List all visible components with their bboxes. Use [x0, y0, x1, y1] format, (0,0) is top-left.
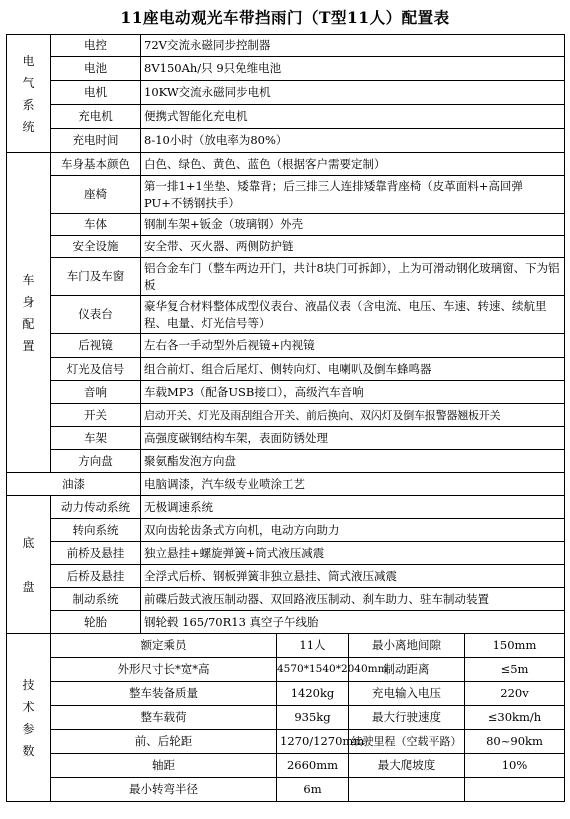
table-row [7, 105, 565, 129]
table-row [7, 730, 565, 754]
param-value [465, 778, 565, 802]
param-label: 整车装备质量 [51, 682, 277, 706]
row-value: 左右各一手动型外后视镜+内视镜 [141, 334, 565, 358]
table-row [7, 258, 565, 296]
param-label: 最小转弯半径 [51, 778, 277, 802]
table-row [7, 634, 565, 658]
row-label: 仪表台 [51, 296, 141, 334]
param-value: ≤30km/h [465, 706, 565, 730]
table-row [7, 129, 565, 153]
param-label: 轴距 [51, 754, 277, 778]
row-label: 后桥及悬挂 [51, 565, 141, 588]
param-label: 最大行驶速度 [349, 706, 465, 730]
param-label: 最小离地间隙 [349, 634, 465, 658]
row-value: 独立悬挂+螺旋弹簧+筒式液压减震 [141, 542, 565, 565]
param-value: 1420kg [277, 682, 349, 706]
table-row [7, 35, 565, 57]
row-value: 组合前灯、组合后尾灯、侧转向灯、电喇叭及倒车蜂鸣器 [141, 358, 565, 381]
section-label-chassis: 底盘 [7, 496, 51, 634]
param-label: 外形尺寸长*宽*高 [51, 658, 277, 682]
param-value: 6m [277, 778, 349, 802]
row-label: 油漆 [7, 473, 141, 496]
param-value: 80~90km [465, 730, 565, 754]
row-value: 8V150Ah/只 9只免维电池 [141, 57, 565, 81]
row-label: 音响 [51, 381, 141, 404]
param-value: 2660mm [277, 754, 349, 778]
row-label: 车门及车窗 [51, 258, 141, 296]
param-value: 150mm [465, 634, 565, 658]
row-value: 白色、绿色、黄色、蓝色（根据客户需要定制） [141, 153, 565, 176]
param-value: 1270/1270mm [277, 730, 349, 754]
table-row [7, 542, 565, 565]
param-label: 最大爬坡度 [349, 754, 465, 778]
table-row [7, 236, 565, 258]
table-row [7, 658, 565, 682]
param-label [349, 778, 465, 802]
table-row [7, 778, 565, 802]
table-row [7, 176, 565, 214]
row-label: 充电机 [51, 105, 141, 129]
row-value: 前碟后鼓式液压制动器、双回路液压制动、刹车助力、驻车制动装置 [141, 588, 565, 611]
row-label: 安全设施 [51, 236, 141, 258]
row-value: 8-10小时（放电率为80%） [141, 129, 565, 153]
param-value: 935kg [277, 706, 349, 730]
row-label: 座椅 [51, 176, 141, 214]
table-row [7, 682, 565, 706]
row-value: 高强度碳钢结构车架，表面防锈处理 [141, 427, 565, 450]
row-value: 电脑调漆，汽车级专业喷涂工艺 [141, 473, 565, 496]
row-value: 启动开关、灯光及雨刮组合开关、前后换向、双闪灯及倒车报警器翘板开关 [141, 404, 565, 427]
table-row [7, 450, 565, 473]
row-value: 72V交流永磁同步控制器 [141, 35, 565, 57]
row-label: 开关 [51, 404, 141, 427]
param-value: 4570*1540*2040mm [277, 658, 349, 682]
row-label: 转向系统 [51, 519, 141, 542]
row-value: 铝合金车门（整车两边开门，共计8块门可拆卸），上为可滑动钢化玻璃窗、下为铝板 [141, 258, 565, 296]
row-label: 方向盘 [51, 450, 141, 473]
row-label: 车体 [51, 214, 141, 236]
table-row [7, 611, 565, 634]
row-value: 聚氨酯发泡方向盘 [141, 450, 565, 473]
row-value: 第一排1+1坐垫、矮靠背；后三排三人连排矮靠背座椅（皮革面料+高回弹PU+不锈钢扶手） [141, 176, 565, 214]
param-value: 220v [465, 682, 565, 706]
param-label: 制动距离 [349, 658, 465, 682]
row-label: 车架 [51, 427, 141, 450]
table-row [7, 57, 565, 81]
table-row [7, 381, 565, 404]
table-row [7, 754, 565, 778]
row-value: 双向齿轮齿条式方向机，电动方向助力 [141, 519, 565, 542]
table-row [7, 706, 565, 730]
table-row [7, 296, 565, 334]
table-row [7, 588, 565, 611]
row-label: 电机 [51, 81, 141, 105]
table-row [7, 153, 565, 176]
row-label: 制动系统 [51, 588, 141, 611]
row-label: 车身基本颜色 [51, 153, 141, 176]
param-label: 前、后轮距 [51, 730, 277, 754]
row-value: 钢制车架+钣金（玻璃钢）外壳 [141, 214, 565, 236]
row-value: 安全带、灭火器、两侧防护链 [141, 236, 565, 258]
row-label: 电控 [51, 35, 141, 57]
param-label: 续驶里程（空载平路） [349, 730, 465, 754]
table-row [7, 565, 565, 588]
table-row [7, 473, 565, 496]
page-title: 11座电动观光车带挡雨门（T型11人）配置表 [120, 8, 450, 27]
section-label-tech: 技术参数 [7, 634, 51, 802]
row-label: 电池 [51, 57, 141, 81]
row-value: 豪华复合材料整体成型仪表台、液晶仪表（含电流、电压、车速、转速、续航里程、电量、灯光信号等） [141, 296, 565, 334]
section-label-body: 车身配置 [7, 153, 51, 473]
table-row [7, 496, 565, 519]
row-value: 无极调速系统 [141, 496, 565, 519]
row-value: 全浮式后桥、钢板弹簧非独立悬挂、筒式液压减震 [141, 565, 565, 588]
config-table [6, 34, 565, 802]
row-label: 动力传动系统 [51, 496, 141, 519]
row-label: 轮胎 [51, 611, 141, 634]
table-row [7, 519, 565, 542]
table-row [7, 81, 565, 105]
param-label: 额定乘员 [51, 634, 277, 658]
param-value: ≤5m [465, 658, 565, 682]
param-label: 整车载荷 [51, 706, 277, 730]
row-value: 10KW交流永磁同步电机 [141, 81, 565, 105]
row-label: 前桥及悬挂 [51, 542, 141, 565]
table-row [7, 214, 565, 236]
param-value: 10% [465, 754, 565, 778]
table-row [7, 334, 565, 358]
row-label: 后视镜 [51, 334, 141, 358]
section-label-electrical: 电气系统 [7, 35, 51, 153]
param-label: 充电输入电压 [349, 682, 465, 706]
table-row [7, 358, 565, 381]
row-label: 灯光及信号 [51, 358, 141, 381]
row-value: 便携式智能化充电机 [141, 105, 565, 129]
row-value: 钢轮毂 165/70R13 真空子午线胎 [141, 611, 565, 634]
table-row [7, 427, 565, 450]
row-value: 车载MP3（配备USB接口），高级汽车音响 [141, 381, 565, 404]
row-label: 充电时间 [51, 129, 141, 153]
param-value: 11人 [277, 634, 349, 658]
table-row [7, 404, 565, 427]
